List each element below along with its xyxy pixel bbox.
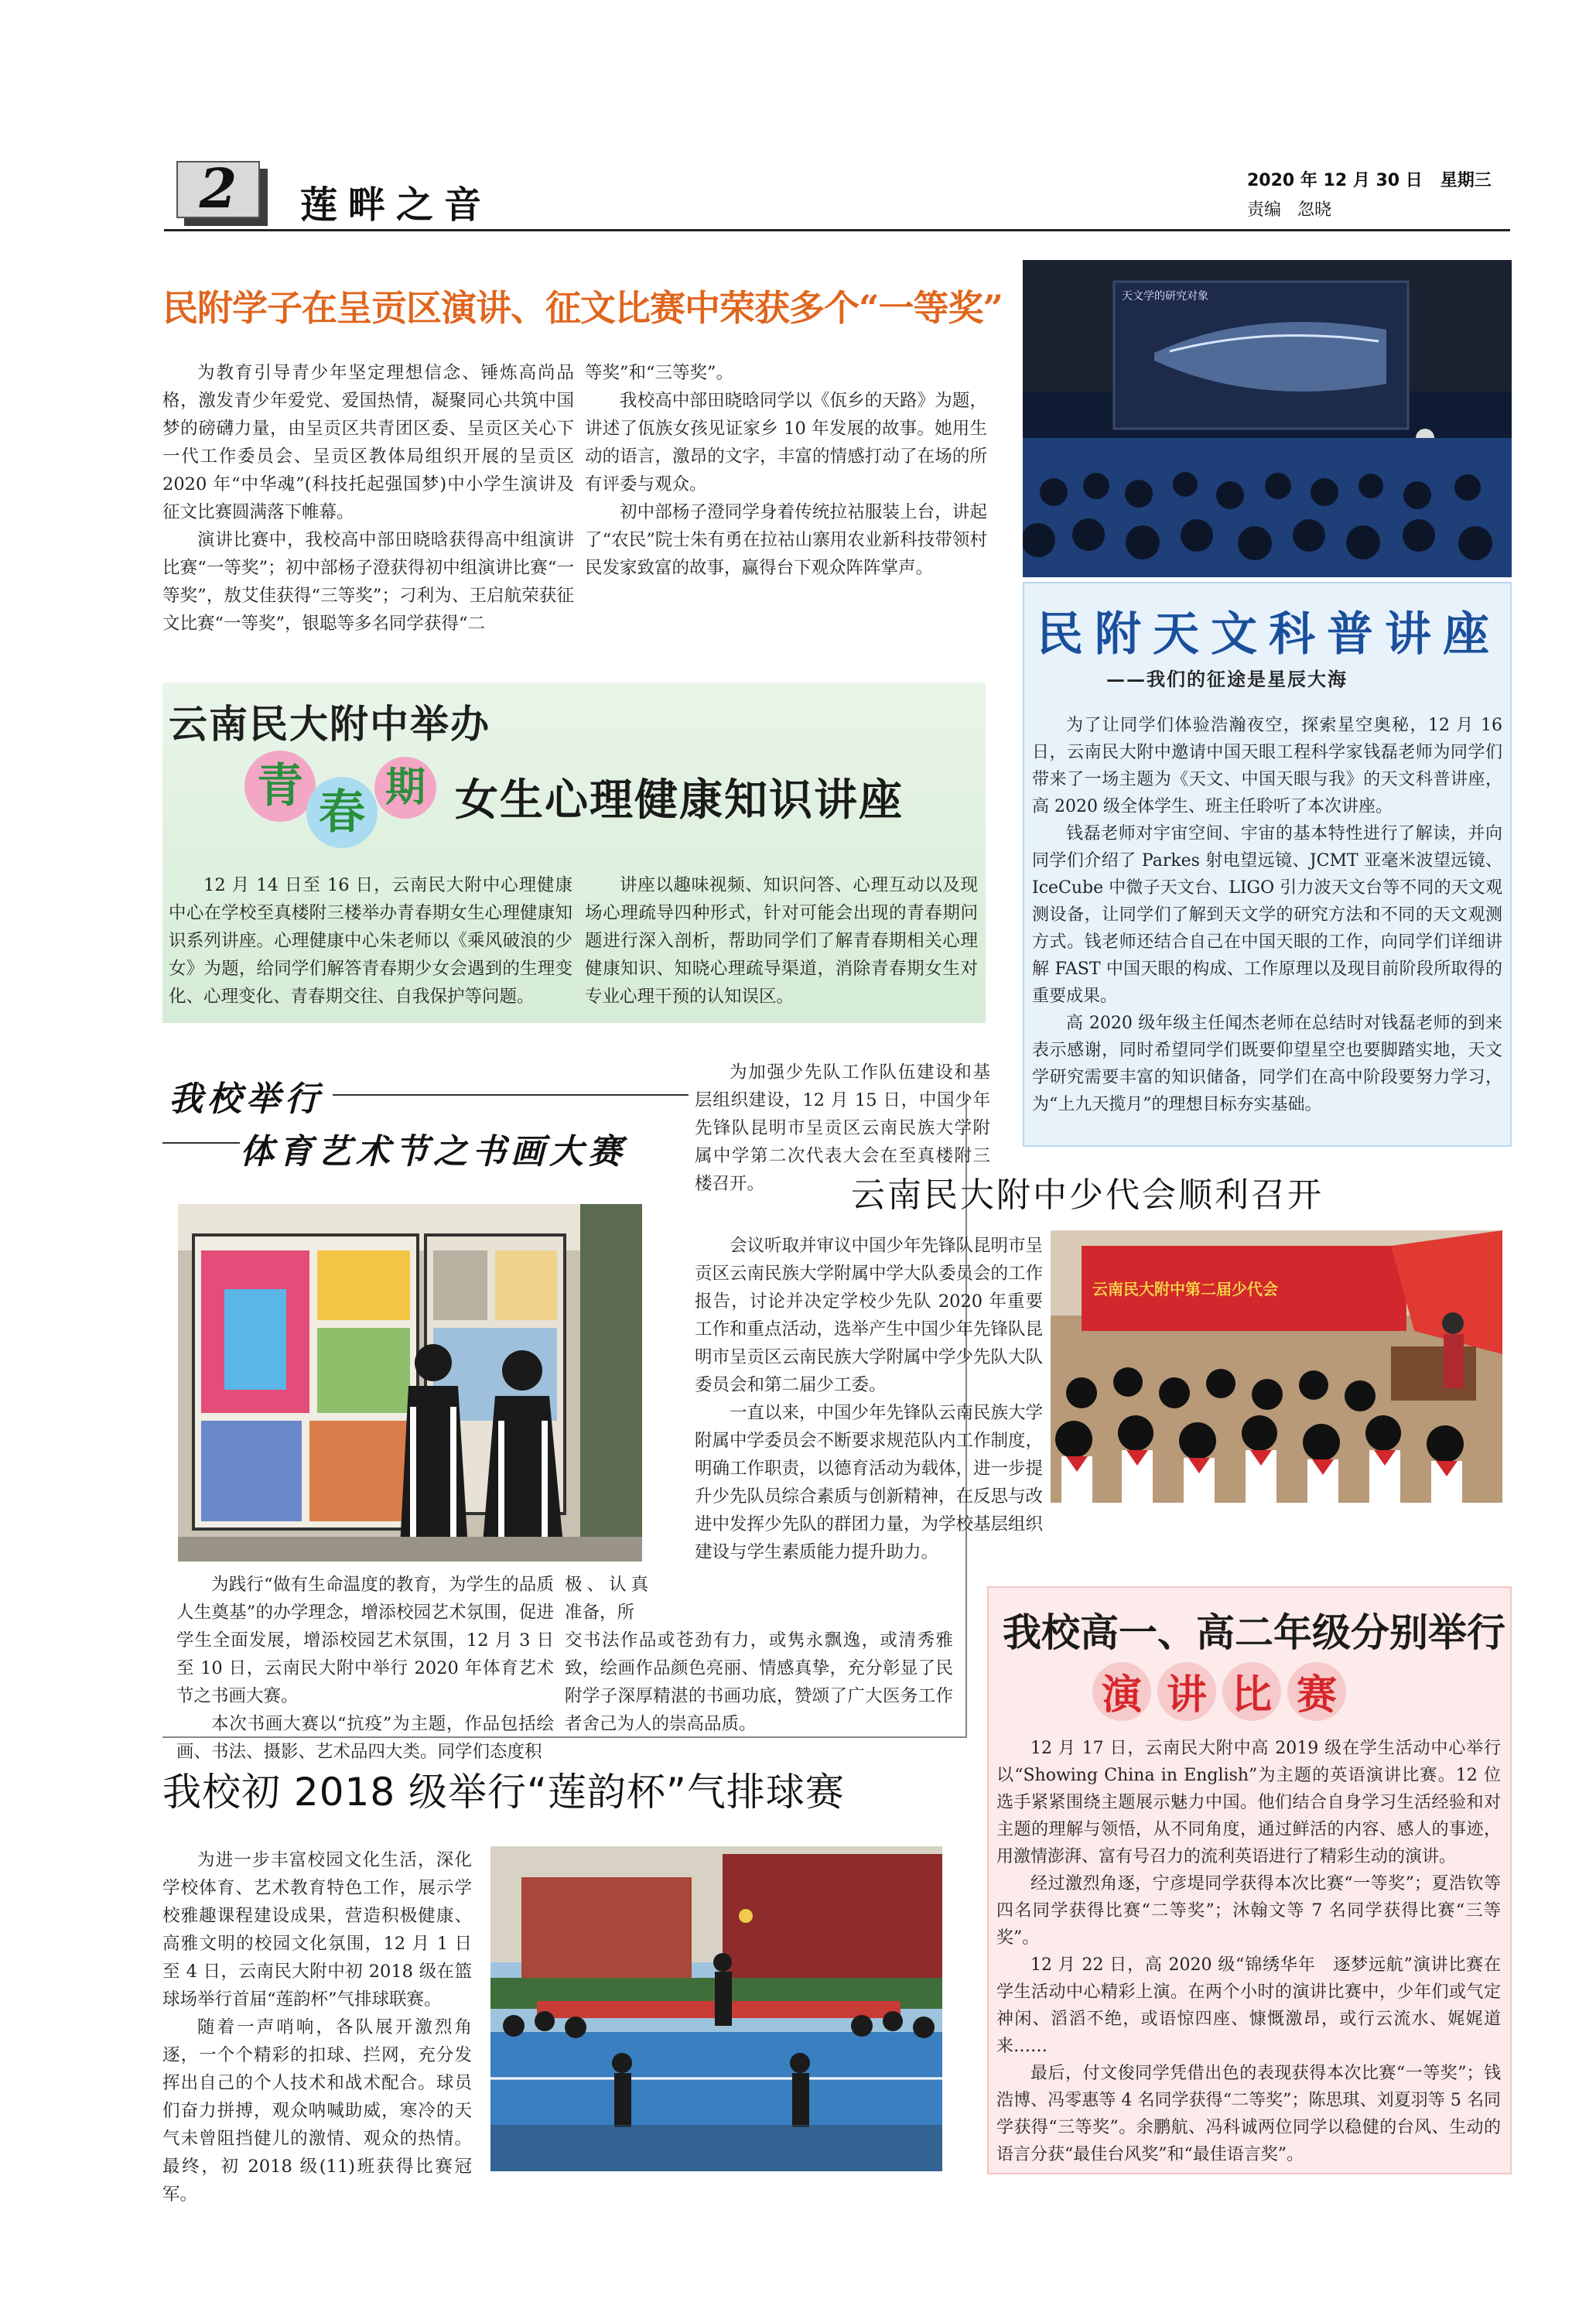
- page-number-badge: [176, 156, 268, 226]
- paragraph: 演讲比赛中，我校高中部田晓晗获得高中组演讲比赛“一等奖”；初中部杨子澄获得初中组演讲比赛“一等奖”，敖艾佳获得“三等奖”；刁利为、王启航荣获征文比赛“一等奖”，银聪等多名同学获得“二: [162, 530, 574, 634]
- title-char: 演: [1101, 1672, 1142, 1719]
- paragraph: 讲座以趣味视频、知识问答、心理互动以及现场心理疏导四种形式，针对可能会出现的青春期问题进行深入剖析，帮助同学们了解青春期相关心理健康知识、知晓心理疏导渠道，消除青春期女生对专业心理干预的认知误区。: [585, 875, 978, 1007]
- health-title-line1: 云南民大附中举办: [169, 702, 490, 747]
- paragraph: 交书法作品或苍劲有力，或隽永飘逸，或清秀雅致，绘画作品颜色亮丽、情感真挚，充分彰显了民附学子深厚精湛的书画功底，赞颂了广大医务工作者舍己为人的崇高品质。: [565, 1630, 953, 1734]
- paragraph: 初中部杨子澄同学身着传统拉祜服装上台，讲起了“农民”院士朱有勇在拉祜山寨用农业新科技带领村民发家致富的故事，赢得台下观众阵阵掌声。: [585, 502, 987, 578]
- contest-col2: [585, 359, 987, 582]
- title-char: 春: [319, 785, 365, 840]
- volleyball-match-photo: [490, 1846, 942, 2171]
- art-kicker: 我校举行: [169, 1079, 323, 1119]
- page-number: 2: [199, 156, 238, 221]
- paragraph: 为教育引导青少年坚定理想信念、锤炼高尚品格，激发青少年爱党、爱国热情，凝聚同心共筑中国梦的磅礴力量，由呈贡区共青团区委、呈贡区关心下一代工作委员会、呈贡区教体局组织开展的呈贡区 2020 年“中华魂”(科技托起强国梦)中小学生演讲及征文比赛圆满落下帷幕。: [162, 363, 574, 522]
- health-col1: [169, 871, 572, 1011]
- issue-date: 2020 年 12 月 30 日 星期三: [1247, 171, 1492, 190]
- paragraph: 12 月 14 日至 16 日，云南民大附中心理健康中心在学校至真楼附三楼举办青春期女生心理健康知识系列讲座。心理健康中心朱老师以《乘风破浪的少女》为题，给同学们解答青春期少女会遇到的生理变化、心理变化、青春期交往、自我保护等问题。: [169, 875, 572, 1007]
- paragraph: 经过激烈角逐，宁彦堤同学获得本次比赛“一等奖”；夏浩钦等四名同学获得比赛“二等奖”；沐翰文等 7 名同学获得比赛“三等奖”。: [996, 1874, 1501, 1948]
- paragraph: 本次书画大赛以“抗疫”为主题，作品包括绘画、书法、摄影、艺术品四大类。同学们态度积: [176, 1714, 554, 1762]
- art-exhibit-photo: [178, 1204, 642, 1562]
- section-title: 莲畔之音: [300, 183, 493, 227]
- paragraph: 为进一步丰富校园文化生活，深化学校体育、艺术教育特色工作，展示学校雅趣课程建设成果，营造积极健康、高雅文明的校园文化氛围，12 月 1 日至 4 日，云南民大附中初 2018 级在篮球场举行首届“莲韵杯”气排球联赛。: [162, 1850, 472, 2010]
- art-col2: [565, 1627, 953, 1738]
- astronomy-title: 民附天文科普讲座: [1037, 607, 1501, 662]
- paragraph: 为加强少先队工作队伍建设和基层组织建设，12 月 15 日，中国少年先锋队昆明市呈贡区云南民族大学附属中学第二次代表大会在至真楼附三楼召开。: [695, 1062, 990, 1194]
- title-char: 赛: [1296, 1672, 1337, 1719]
- paragraph: 一直以来，中国少年先锋队云南民族大学附属中学委员会不断要求规范队内工作制度，明确工作职责，以德育活动为载体，进一步提升少先队员综合素质与创新精神，在反思与改进中发挥少先队的群团力量，为学校基层组织建设与学生素质能力提升助力。: [695, 1403, 1044, 1562]
- health-col2: [585, 871, 978, 1011]
- paragraph: 最后，付文俊同学凭借出色的表现获得本次比赛“一等奖”；钱浩博、冯零惠等 4 名同学获得“二等奖”；陈思琪、刘夏羽等 5 名同学获得“三等奖”。余鹏航、冯科诚两位同学以稳健的台风、生动的语言分获“最佳台风奖”和“最佳语言奖”。: [996, 2064, 1501, 2164]
- paragraph: 高 2020 级年级主任闻杰老师在总结时对钱磊老师的到来表示感谢，同时希望同学们既要仰望星空也要脚踏实地，天文学研究需要丰富的知识储备，同学们在高中阶段要努力学习，为“上九天揽月”的理想目标夯实基础。: [1032, 1014, 1502, 1114]
- editor-credit: 责编 忽晓: [1247, 200, 1331, 220]
- title-char: 青: [257, 759, 303, 813]
- paragraph: 钱磊老师对宇宙空间、宇宙的基本特性进行了解读，并向同学们介绍了 Parkes 射电望远镜、JCMT 亚毫米波望远镜、IceCube 中微子天文台、LIGO 引力波天文台等不同的天文观测设备，让同学们了解到天文学的研究方法和不同的天文观测方式。钱老师还结合自己在中国天眼的工作，向同学们详细讲解 FAST 中国天眼的构成、工作原理以及现目前阶段所取得的重要成果。: [1032, 824, 1502, 1006]
- art-title-rule: [162, 1142, 240, 1144]
- paragraph: 12 月 17 日，云南民大附中高 2019 级在学生活动中心举行以“Showing China in English”为主题的英语演讲比赛。12 位选手紧紧围绕主题展示魅力中国。他们结合自身学习生活经验和对主题的理解与领悟，从不同角度，通过鲜活的内容、感人的事迹，用激情澎湃、富有号召力的流利英语进行了精彩生动的演讲。: [996, 1739, 1502, 1866]
- astronomy-subtitle: ——我们的征途是星辰大海: [1106, 668, 1348, 690]
- paragraph: 等奖”和“三等奖”。: [585, 363, 734, 383]
- art-col2-top: 极、认真准备，所: [565, 1575, 648, 1623]
- title-char: 比: [1231, 1672, 1272, 1719]
- paragraph: 为了让同学们体验浩瀚夜空，探索星空奥秘，12 月 16 日，云南民大附中邀请中国天眼工程科学家钱磊老师为同学们带来了一场主题为《天文、中国天眼与我》的天文科普讲座，高 2020 级全体学生、班主任聆听了本次讲座。: [1032, 716, 1502, 816]
- volleyball-title: 我校初 2018 级举行“莲韵杯”气排球赛: [162, 1770, 845, 1815]
- health-char-2: [306, 777, 378, 848]
- title-char: 讲: [1166, 1672, 1207, 1719]
- art-title: 体育艺术节之书画大赛: [240, 1132, 627, 1172]
- pioneers-title: 云南民大附中少代会顺利召开: [851, 1175, 1324, 1215]
- astronomy-lecture-photo: [1023, 260, 1512, 577]
- paragraph: 我校高中部田晓晗同学以《佤乡的天路》为题，讲述了佤族女孩见证家乡 10 年发展的故事。她用生动的语言，激昂的文字，丰富的情感打动了在场的所有评委与观众。: [585, 391, 987, 494]
- meeting-banner-text: 云南民大附中第二届少代会: [1092, 1280, 1278, 1298]
- health-char-3: [374, 757, 436, 819]
- speech-title-line1: 我校高一、高二年级分别举行: [1003, 1610, 1505, 1655]
- astronomy-body: [1032, 712, 1502, 1118]
- contest-headline: 民附学子在呈贡区演讲、征文比赛中荣获多个“一等奖”: [162, 287, 1003, 329]
- slide-caption: 天文学的研究对象: [1122, 290, 1208, 303]
- paragraph: 为践行“做有生命温度的教育，为学生的品质人生奠基”的办学理念，增添校园艺术氛围，促进学生全面发展，增添校园艺术氛围，12 月 3 日至 10 日，云南民大附中举行 2020 年体育艺术节之书画大赛。: [176, 1575, 554, 1706]
- paragraph: 会议听取并审议中国少年先锋队昆明市呈贡区云南民族大学附属中学大队委员会的工作报告，讨论并决定学校少先队 2020 年重要工作和重点活动，选举产生中国少年先锋队昆明市呈贡区云南民族大学附属中学少先队大队委员会和第二届少工委。: [695, 1236, 1044, 1395]
- health-title-main: 女生心理健康知识讲座: [455, 775, 904, 826]
- speech-body: [996, 1735, 1501, 2168]
- pioneers-meeting-photo: [1051, 1230, 1502, 1503]
- header-rule: [164, 229, 1510, 231]
- health-char-1: [244, 751, 316, 822]
- paragraph: 12 月 22 日，高 2020 级“锦绣华年 逐梦远航”演讲比赛在学生活动中心精彩上演。在两个小时的演讲比赛中，少年们或气定神闲、滔滔不绝，或语惊四座、慷慨激昂，或行云流水、娓娓道来……: [996, 1955, 1501, 2056]
- title-char: 期: [384, 764, 425, 811]
- paragraph: 随着一声哨响，各队展开激烈角逐，一个个精彩的扣球、拦网，充分发挥出自己的个人技术和战术配合。球员们奋力拼搏，观众呐喊助威，寒冷的天气未曾阻挡健儿的激情、观众的热情。最终，初 2018 级(11)班获得比赛冠军。: [162, 2017, 472, 2205]
- contest-col1: [162, 359, 574, 638]
- volleyball-body: [162, 1846, 472, 2208]
- pioneers-body: [695, 1232, 1043, 1566]
- art-col1: [176, 1571, 554, 1766]
